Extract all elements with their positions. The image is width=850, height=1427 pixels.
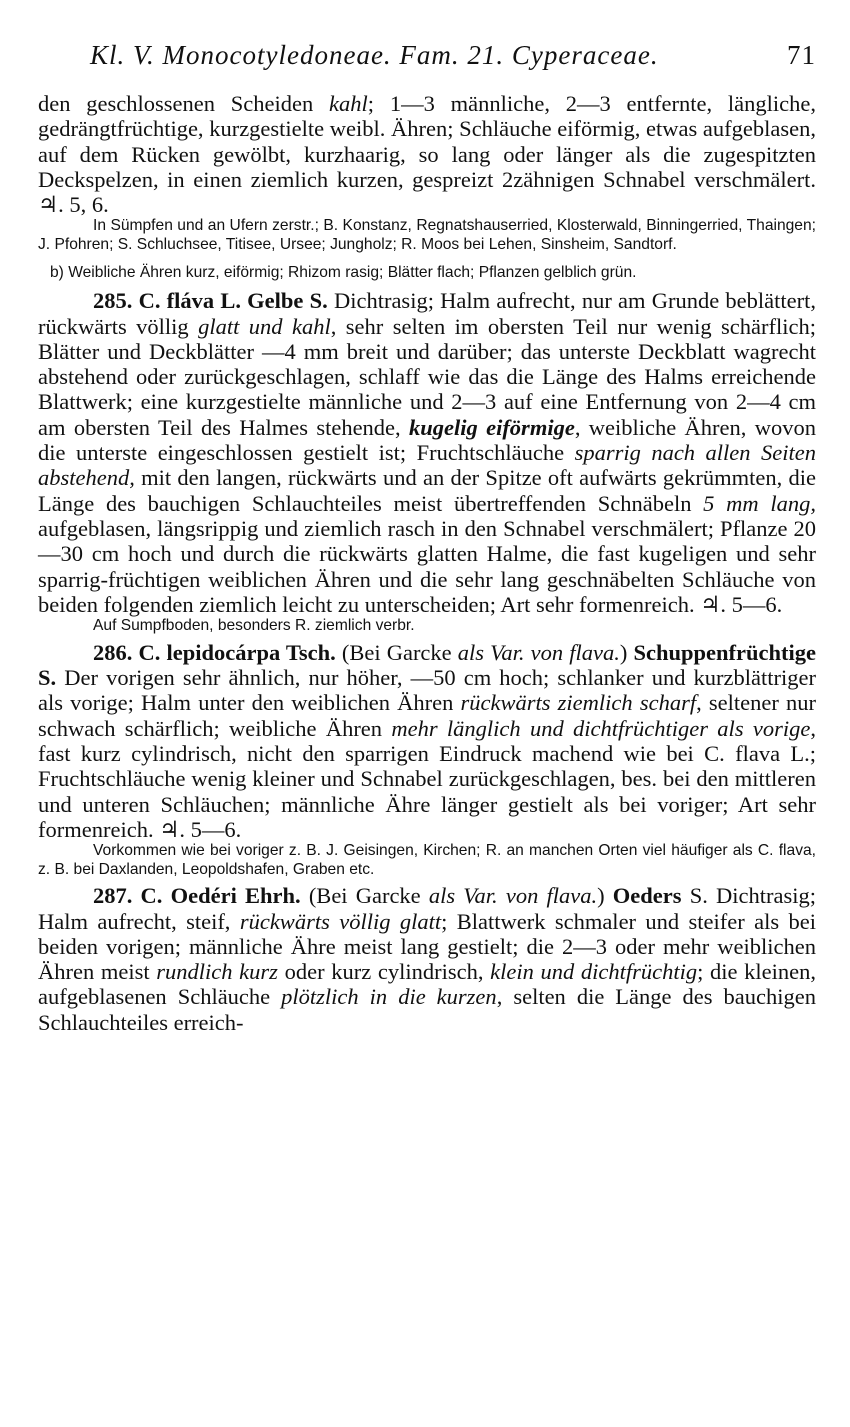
text-run: (Bei Garcke bbox=[335, 639, 458, 665]
text-run: ; die kleinen, aufgeblasenen Schläuche bbox=[38, 959, 816, 1010]
text-run: , selten die Länge des bauchigen Schlauchteiles erreich- bbox=[38, 984, 816, 1035]
species-286 bbox=[38, 640, 816, 842]
text-run: den geschlossenen Scheiden bbox=[38, 91, 330, 116]
emphasis-run: kahl bbox=[329, 91, 368, 116]
emphasis-run: glatt und kahl bbox=[198, 313, 331, 339]
text-run: S. Dichtrasig; Halm aufrecht, steif, bbox=[38, 883, 816, 934]
text-run: ) bbox=[597, 883, 605, 909]
text-run: ; 1—3 männliche, 2—3 entfernte, längliche, gedrängtfrüchtige, kurzgestielte weibl. Ähren; Schläuche eiförmig, etwas aufgeblasen, auf dem Rücken gewölbt, kurzhaarig, so lang oder länger als die zugespitzten Deckspelzen, in einen ziemlich kurzen, gespreizt 2zähnigen Schnabel verschmälert. ♃. 5, 6. bbox=[38, 91, 816, 218]
emphasis-run: kugelig eiförmige bbox=[409, 414, 575, 440]
emphasis-run: rückwärts ziemlich scharf bbox=[460, 690, 697, 716]
text-run: Der vorigen sehr ähnlich, nur höher, —50 cm hoch; schlanker und kurzblättriger als vorige; Halm unter den weiblichen Ähren bbox=[38, 665, 816, 716]
subsection-heading: b) Weibliche Ähren kurz, eiförmig; Rhizom rasig; Blätter flach; Pflanzen gelblich grün. bbox=[50, 263, 637, 281]
emphasis-run: rückwärts völlig glatt bbox=[239, 908, 442, 934]
text-run: , sehr selten im obersten Teil nur wenig schärflich; Blätter und Deckblätter —4 mm breit und darüber; das unterste Deckblatt wagrecht abstehend oder zurückgeschlagen, schlaff wie das die Länge des Halms erreichende Blattwerk; eine kurzgestielte männliche und 2—3 auf eine Entfernung von 2—4 cm am obersten Teil des Halmes stehende, bbox=[38, 313, 817, 440]
species-heading: 285. C. fláva L. Gelbe S. bbox=[93, 288, 328, 314]
species-286-note: Vorkommen wie bei voriger z. B. J. Geisingen, Kirchen; R. an manchen Orten viel häufiger als C. flava, z. B. bei Daxlanden, Leopoldshafen, Graben etc. bbox=[38, 842, 816, 878]
species-heading: 287. C. Oedéri Ehrh. bbox=[93, 883, 301, 909]
page-number: 71 bbox=[787, 40, 816, 70]
text-run: mit den langen, rückwärts und an der Spitze oft aufwärts gekrümmten, die Länge des bauchigen Schlauchteiles meist übertreffenden Schnäbeln bbox=[38, 465, 816, 516]
species-285 bbox=[38, 288, 816, 617]
text-run: , fast kurz cylindrisch, nicht den sparrigen Eindruck machend wie bei C. flava L.; Fruchtschläuche wenig kleiner und Schnabel zurückgeschlagen, bes. bei den mittleren und unteren Schläuchen; männliche Ähre länger gestielt als bei voriger; Art sehr formenreich. ♃. 5—6. bbox=[38, 715, 816, 842]
emphasis-run: klein und dichtfrüchtig bbox=[490, 959, 698, 985]
text-run: (Bei Garcke bbox=[300, 883, 429, 909]
emphasis-run: plötzlich in die kurzen bbox=[281, 984, 497, 1010]
text-run: oder kurz cylindrisch, bbox=[277, 959, 491, 985]
emphasis-run: mehr länglich und dichtfrüchtiger als vorige bbox=[391, 715, 811, 741]
header-title: Kl. V. Monocotyledoneae. Fam. 21. Cyperaceae. bbox=[90, 40, 659, 70]
emphasis-run: als Var. von flava. bbox=[457, 639, 620, 665]
book-page bbox=[38, 40, 816, 1035]
species-285-note: Auf Sumpfboden, besonders R. ziemlich verbr. bbox=[93, 617, 415, 635]
running-header bbox=[38, 40, 816, 71]
text-run: ; Blattwerk schmaler und steifer als bei beiden vorigen; männliche Ähre meist lang gestielt; die 2—3 oder mehr weiblichen Ähren meist bbox=[38, 908, 817, 985]
text-run: , weibliche Ähren, wovon die unterste eingeschlossen gestielt ist; Fruchtschläuche bbox=[38, 414, 816, 466]
paragraph-continuation bbox=[38, 91, 816, 217]
text-run: Dichtrasig; Halm aufrecht, nur am Grunde beblättert, rückwärts völlig bbox=[38, 288, 816, 339]
emphasis-run: rundlich kurz bbox=[156, 959, 278, 985]
common-name: Schuppenfrüchtige S. bbox=[38, 639, 816, 691]
text-run: ) bbox=[619, 639, 628, 665]
emphasis-run: sparrig nach allen Seiten abstehend, bbox=[38, 440, 816, 491]
text-run: , seltener nur schwach schärflich; weibliche Ähren bbox=[38, 690, 816, 741]
emphasis-run: als Var. von flava. bbox=[428, 883, 598, 909]
text-run: aufgeblasen, längsrippig und ziemlich rasch in den Schnabel verschmälert; Pflanze 20—30 cm hoch und durch die rückwärts glatten Halme, die fast kugeligen und sehr sparrig-früchtigen weiblichen Ähren und die sehr lang geschnäbelten Schläuche von beiden folgenden ziemlich leicht zu unterscheiden; Art sehr formenreich. ♃. 5—6. bbox=[38, 515, 816, 617]
species-heading: 286. C. lepidocárpa Tsch. bbox=[93, 639, 336, 665]
species-287 bbox=[38, 883, 816, 1035]
emphasis-run: 5 mm lang, bbox=[703, 490, 816, 516]
distribution-note: In Sümpfen und an Ufern zerstr.; B. Konstanz, Regnatshauserried, Klosterwald, Binningerried, Thaingen; J. Pfohren; S. Schluchsee, Titisee, Ursee; Jungholz; R. Moos bei Lehen, Sinsheim, Sandtorf. bbox=[38, 217, 816, 254]
common-name: Oeders bbox=[604, 883, 682, 909]
